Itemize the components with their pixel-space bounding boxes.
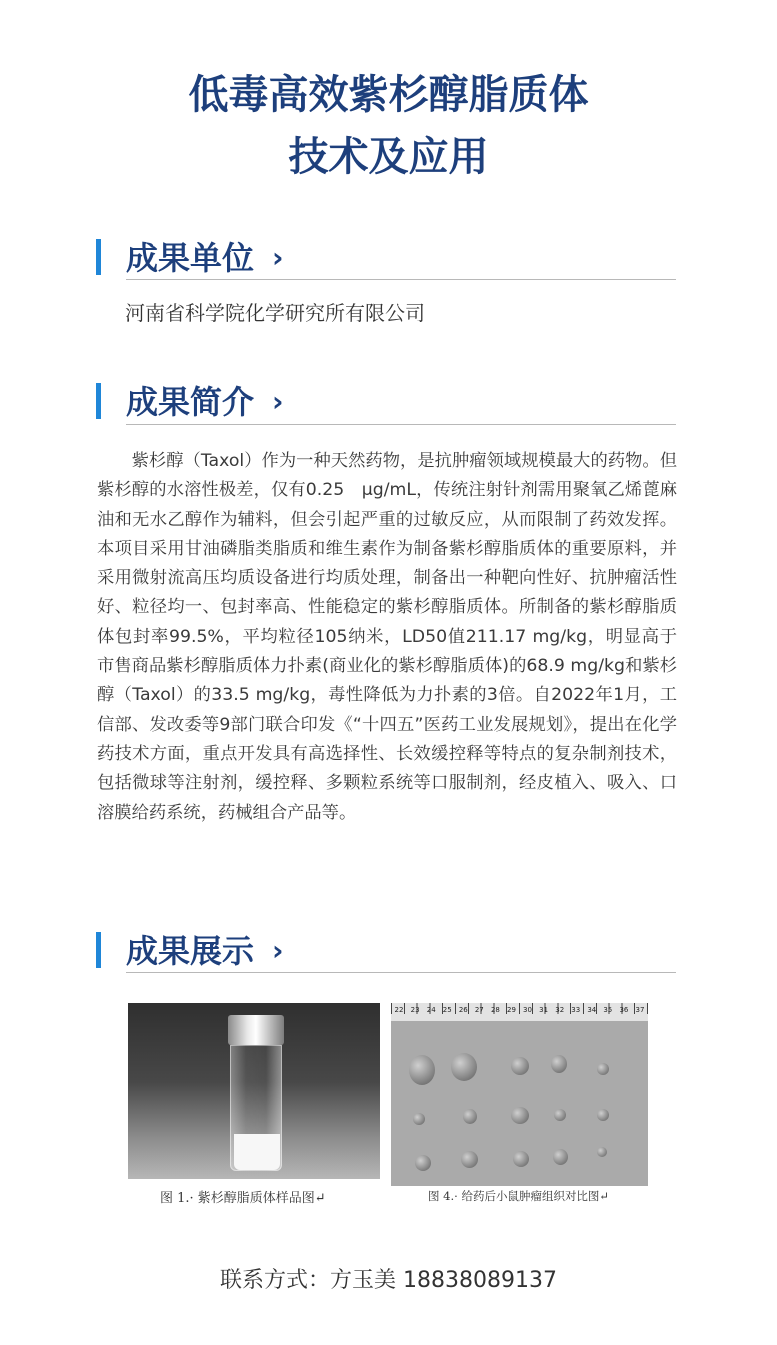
- tumor-sample: [511, 1107, 529, 1124]
- tumor-sample: [451, 1053, 477, 1081]
- section-accent-bar: [96, 932, 101, 968]
- tumor-sample: [551, 1055, 567, 1073]
- tumor-sample: [513, 1151, 529, 1167]
- section-unit: [96, 236, 676, 280]
- section-showcase-header: [96, 929, 676, 973]
- ruler-number: 30: [523, 1006, 532, 1014]
- ruler-labels: [391, 1003, 648, 1015]
- ruler-number: 25: [442, 1006, 452, 1014]
- contact-info: 联系方式：方玉美 18838089137: [220, 1268, 557, 1293]
- section-divider: [126, 279, 676, 280]
- tumor-sample: [409, 1055, 435, 1085]
- page-title-line-2: 技术及应用: [288, 134, 489, 180]
- tumor-sample: [553, 1149, 568, 1165]
- tumor-sample: [413, 1113, 425, 1125]
- organization-name: 河南省科学院化学研究所有限公司: [125, 301, 425, 325]
- section-unit-heading: 成果单位: [126, 239, 255, 277]
- ruler-number: 29: [507, 1006, 516, 1014]
- section-divider: [126, 424, 676, 425]
- ruler-number: 36: [619, 1006, 629, 1014]
- ruler-number: 26: [458, 1006, 468, 1014]
- section-intro-heading: 成果简介: [126, 383, 255, 421]
- tumor-comparison-photo: [391, 1003, 648, 1186]
- ruler-number: 37: [635, 1006, 645, 1014]
- showcase-figures: [128, 1003, 648, 1213]
- vial-image: [228, 1015, 284, 1171]
- chevron-right-icon: ›: [272, 241, 284, 274]
- tumor-sample: [597, 1147, 607, 1157]
- ruler-number: 32: [555, 1006, 565, 1014]
- section-accent-bar: [96, 239, 101, 275]
- section-divider: [126, 972, 676, 973]
- tumor-sample: [463, 1109, 477, 1124]
- intro-paragraph: 紫杉醇（Taxol）作为一种天然药物，是抗肿瘤领域规模最大的药物。但紫杉醇的水溶性极差，仅有0.25 μg/mL，传统注射针剂需用聚氧乙烯蓖麻油和无水乙醇作为辅料，但会引起严重的过敏反应，从而限制了药效发挥。本项目采用甘油磷脂类脂质和维生素作为制备紫杉醇脂质体的重要原料，并采用微射流高压均质设备进行均质处理，制备出一种靶向性好、抗肿瘤活性好、粒径均一、包封率高、性能稳定的紫杉醇脂质体。所制备的紫杉醇脂质体包封率99.5%，平均粒径105纳米，LD50值211.17 mg/kg，明显高于市售商品紫杉醇脂质体力扑素(商业化的紫杉醇脂质体)的68.9 mg/kg和紫杉醇（Taxol）的33.5 mg/kg，毒性降低为力扑素的3倍。自2022年1月，工信部、发改委等9部门联合印发《“十四五”医药工业发展规划》，提出在化学药技术方面，重点开发具有高选择性、长效缓控释等特点的复杂制剂技术，包括微球等注射剂，缓控释、多颗粒系统等口服制剂，经皮植入、吸入、口溶膜给药系统，药械组合产品等。: [97, 451, 677, 823]
- figure-1-caption: 图 1.· 紫杉醇脂质体样品图↵: [160, 1191, 326, 1206]
- ruler-number: 24: [426, 1006, 436, 1014]
- ruler-number: 33: [571, 1006, 581, 1014]
- ruler-number: 28: [490, 1006, 500, 1014]
- section-accent-bar: [96, 383, 101, 419]
- ruler-number: 34: [587, 1006, 597, 1014]
- page-title-line-1: 低毒高效紫杉醇脂质体: [188, 72, 589, 118]
- chevron-right-icon: ›: [272, 934, 284, 967]
- chevron-right-icon: ›: [272, 385, 284, 418]
- ruler-number: 35: [603, 1006, 613, 1014]
- liposome-sample-photo: [128, 1003, 380, 1179]
- ruler-number: 27: [474, 1006, 484, 1014]
- tumor-sample: [597, 1109, 609, 1121]
- figure-4-caption: 图 4.· 给药后小鼠肿瘤组织对比图↵: [428, 1189, 610, 1203]
- ruler-number: 31: [539, 1006, 549, 1014]
- tumor-sample: [597, 1063, 609, 1075]
- tumor-sample: [511, 1057, 529, 1075]
- section-unit-header: [96, 236, 676, 280]
- section-intro: [96, 380, 676, 424]
- tumor-sample: [461, 1151, 478, 1168]
- tumor-sample: [554, 1109, 566, 1121]
- section-intro-header: [96, 380, 676, 424]
- ruler-number: 23: [410, 1006, 420, 1014]
- section-showcase: [96, 929, 676, 973]
- section-showcase-heading: 成果展示: [126, 932, 255, 970]
- ruler-number: 22: [394, 1006, 404, 1014]
- tumor-sample: [415, 1155, 431, 1171]
